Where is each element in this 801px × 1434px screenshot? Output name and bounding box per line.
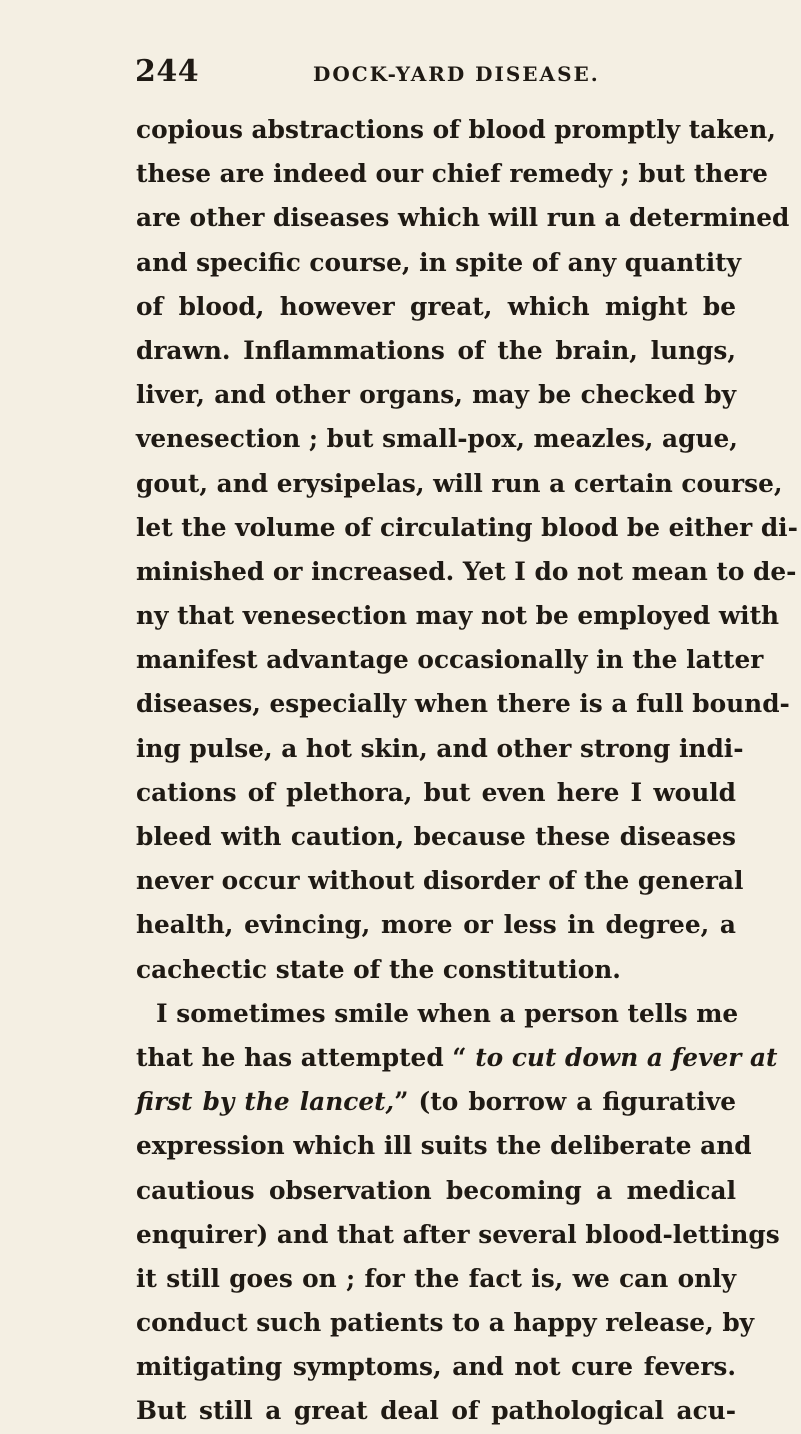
body-text bbox=[136, 108, 798, 1434]
text-line: minished or increased. Yet I do not mean to de- bbox=[136, 556, 797, 586]
running-title: DOCK-YARD DISEASE. bbox=[313, 62, 600, 86]
line-text: that he has attempted “ bbox=[136, 1042, 476, 1072]
text-line: never occur without disorder of the general bbox=[136, 866, 744, 896]
text-line: gout, and erysipelas, will run a certain course, bbox=[136, 468, 783, 498]
text-line: venesection ; but small-pox, meazles, ague, bbox=[136, 424, 738, 454]
text-line: But still a great deal of pathological acu- bbox=[136, 1396, 736, 1426]
italic-quote: to cut down a fever at bbox=[475, 1042, 778, 1072]
text-line: cations of plethora, but even here I would bbox=[136, 777, 736, 807]
text-line: these are indeed our chief remedy ; but there bbox=[136, 159, 768, 189]
text-line: mitigating symptoms, and not cure fevers. bbox=[136, 1352, 736, 1382]
text-line: manifest advantage occasionally in the latter bbox=[136, 645, 764, 675]
text-line: liver, and other organs, may be checked by bbox=[136, 380, 736, 410]
text-line: health, evincing, more or less in degree, a bbox=[136, 910, 736, 940]
text-line-with-italic bbox=[136, 1036, 778, 1080]
text-line: are other diseases which will run a determined bbox=[136, 203, 790, 233]
page-number: 244 bbox=[135, 54, 200, 89]
text-line: cautious observation becoming a medical bbox=[136, 1175, 736, 1205]
line-text: ” (to borrow a figurative bbox=[394, 1087, 737, 1117]
page-header bbox=[135, 52, 695, 92]
text-line: cachectic state of the constitution. bbox=[136, 954, 621, 984]
text-line: and specific course, in spite of any quantity bbox=[136, 247, 741, 277]
text-line: ing pulse, a hot skin, and other strong indi- bbox=[136, 733, 744, 763]
text-line: drawn. Inflammations of the brain, lungs, bbox=[136, 335, 736, 365]
text-line: copious abstractions of blood promptly taken, bbox=[136, 115, 776, 144]
text-line-with-italic bbox=[136, 1080, 736, 1124]
text-line: let the volume of circulating blood be either di- bbox=[136, 512, 798, 542]
text-line: ny that venesection may not be employed with bbox=[136, 601, 780, 631]
text-line: it still goes on ; for the fact is, we can only bbox=[136, 1263, 736, 1293]
text-line: enquirer) and that after several blood-lettings bbox=[136, 1219, 780, 1249]
text-line: of blood, however great, which might be bbox=[136, 291, 736, 321]
text-line: conduct such patients to a happy release, by bbox=[136, 1308, 755, 1338]
italic-quote: first by the lancet, bbox=[136, 1087, 395, 1117]
text-line: bleed with caution, because these diseases bbox=[136, 822, 736, 851]
text-line: expression which ill suits the deliberate and bbox=[136, 1131, 752, 1161]
paragraph-start-line: I sometimes smile when a person tells me bbox=[156, 998, 739, 1028]
text-line: diseases, especially when there is a full bound- bbox=[136, 689, 790, 719]
